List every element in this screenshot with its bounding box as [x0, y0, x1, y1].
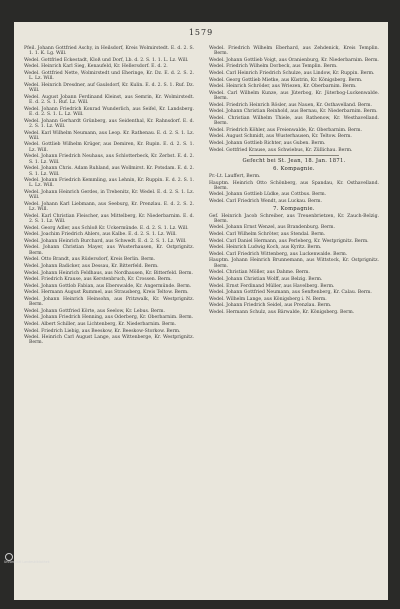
list-entry: Wedel. Johann Friedrich Seidel, aus Prenzlau. Berm.	[209, 303, 332, 309]
list-entry: Wedel. Johann Gerhardt Grünberg, aus Seidenthal, Kr. Rahnsdorf. E. d. 2. S. 1. Lz. Will.	[24, 118, 194, 129]
list-entry: Wedel. Hermann August Rummel, aus Strausberg, Kreis Teltow. Berm.	[24, 290, 189, 296]
list-entry: Hauptm. Heinrich Otto Schönberg, aus Spandau, Kr. Osthavelland. Berm.	[209, 180, 379, 191]
list-entry: Wedel. Johann Friedrich Neuhaus, aus Schlotterbeck, Kr. Zerbst. E. d. 2. S. 1. Lz. Will.	[24, 154, 194, 165]
list-entry: Wedel. Christian Wilhelm Thiele, aus Rathenow, Kr. Westhavelland. Berm.	[209, 115, 379, 127]
list-entry: Wedel. Carl Friedrich Wendt, aus Luckau. Berm.	[209, 198, 322, 204]
list-entry: Wedel. Johann Christian Wolff, aus Belzig. Berm.	[209, 276, 323, 282]
list-entry: Wedel. Johann Gottlieb Lüdke, aus Cottbus. Berm.	[209, 192, 327, 198]
list-entry: Wedel. Karl Christian Fleischer, aus Mittelberg, Kr. Niederbarnim. E. d. 2. S. 1. Lz. Will.	[24, 213, 194, 225]
list-entry: Wedel. Wilhelm Lange, aus Königsberg i. N. Berm.	[209, 296, 327, 302]
section-divider	[249, 155, 339, 156]
list-entry: Wedel. Johann Christian Mayer, aus Wusterhausen, Kr. Ostprignitz. Berm.	[24, 245, 194, 256]
list-entry: Pfeil. Johann Gottfried Aschy, in Heilsdorf, Kreis Wolmirstedt. E. d. 2. S. 1. 1. K. Lg. Will.	[24, 46, 194, 57]
section-7-entries	[209, 214, 379, 316]
list-entry: Wedel. Johann Heinrich Heinsohn, aus Pritzwalk, Kr. Westprignitz. Berm.	[24, 296, 194, 308]
list-entry: Wedel. Johann Chris. Adam Ruhland, aus Wollmirst. Kr. Potsdam. E. d. 2. S. 1. Lz. Will.	[24, 166, 194, 177]
list-entry: Wedel. Johann Gottlieb Richter, aus Guben. Berm.	[209, 141, 326, 147]
list-entry: Hauptm. Johann Heinrich Brunnemann, aus Wittstock, Kr. Ostprignitz. Berm.	[209, 258, 379, 269]
list-entry: Wedel. Heinrich Schröder, aus Wriezen, Kr. Oberbarnim. Berm.	[209, 84, 357, 90]
list-entry: Wedel. Johann Christian Reinhold, aus Bernau, Kr. Niederbarnim. Berm.	[209, 109, 378, 115]
list-entry: Wedel. Carl Daniel Hermann, aus Perleberg, Kr. Westprignitz. Berm.	[209, 238, 369, 244]
list-entry: Wedel. Johann Gottlob Fabian, aus Eberswalde, Kr. Angermünde. Berm.	[24, 283, 192, 289]
list-entry: Wedel. Carl Heinrich Friedrich Schulze, aus Lindow, Kr. Ruppin. Berm.	[209, 71, 375, 77]
list-entry: Wedel. Friedrich Krause, aus Kerstenbruch, Kr. Crossen. Berm.	[24, 277, 172, 283]
list-entry: Pr.-Lt. Lauffert, Berm.	[209, 173, 261, 179]
library-watermark: Universität Landesbibliothek	[4, 560, 50, 564]
list-entry: Wedel. Johann Badicker, aus Dessau, Kr. Bitterfeld. Berm.	[24, 263, 159, 269]
list-entry: Wedel. Georg Gottlieb Mietke, aus Küstrin, Kr. Königsberg. Berm.	[209, 77, 363, 83]
list-entry: Wedel. Carl Wilhelm Schröter, aus Stendal. Berm.	[209, 232, 326, 238]
section-heading-6-kompagnie: 6. Kompagnie.	[273, 165, 315, 172]
list-entry: Wedel. Johann Gottfried Neumann, aus Senftenberg, Kr. Calau. Berm.	[209, 290, 372, 296]
list-entry: Wedel. Johann Friedrich Konrad Wunderlich, aus Seifel, Kr. Landsberg. E. d. 2. S. 1. L. Lz. Will.	[24, 106, 194, 118]
list-entry: Gef. Heinrich Jacob Schreiber, aus Treuenbrietzen, Kr. Zauch-Belzig. Berm.	[209, 213, 379, 224]
list-entry: Wedel. Albert Schiller, aus Lichtenberg, Kr. Niederbarnim. Berm.	[24, 321, 177, 327]
right-column	[209, 46, 379, 316]
list-entry: Wedel. Johann Friedrich Kemmling, aus Lehnin, Kr. Ruppin. E. d. 2. S. 1. L. Lz. Will.	[24, 178, 194, 189]
list-entry: Wedel. Johann Friedrich Henning, aus Oderberg, Kr. Oberbarnim. Berm.	[24, 315, 194, 321]
list-entry: Wedel. Johann Gottlieb Voigt, aus Oranienburg, Kr. Niederbarnim. Berm.	[209, 57, 379, 63]
list-entry: Wedel. Johann Heinrich Feldhaus, aus Nordhausen, Kr. Bitterfeld. Berm.	[24, 270, 194, 276]
list-entry: Wedel. Carl Wilhelm Kunze, aus Jüterbog, Kr. Jüterbog-Luckenwalde. Berm.	[209, 90, 379, 102]
list-entry: Wedel. Otto Brandt, aus Rüdersdorf, Kreis Berlin. Berm.	[24, 257, 156, 263]
list-entry: Wedel. Joachim Friedrich Ahlers, aus Kalbe. E. d. 2. S. 1. Lz. Will.	[24, 232, 177, 238]
right-column-entries	[209, 46, 379, 153]
list-entry: Wedel. Friedrich Wilhelm Dorbeck, aus Templin. Berm.	[209, 64, 338, 70]
list-entry: Wedel. Johann Gottfried Körte, aus Seelow, Kr. Lebus. Berm.	[24, 308, 165, 314]
list-entry: Wedel. Heinrich Ludwig Koch, aus Kyritz. Berm.	[209, 245, 322, 251]
section-6-entries	[209, 174, 379, 204]
list-entry: Wedel. Karl Wilhelm Neumann, aus Leop. Kr. Rathenau. E. d. 2. S. 1. Lz. Will.	[24, 130, 194, 141]
list-entry: Wedel. Gottfried Nette, Wolmirstedt und Eheringe, Kr. Dz. E. d. 2. S. 2. L. Lz. Will.	[24, 71, 194, 82]
left-column	[24, 46, 194, 347]
list-entry: Wedel. Johann Karl Liebmann, aus Seeburg, Kr. Prenzlau. E. d. 2. S. 2. Lz. Will.	[24, 201, 194, 213]
list-entry: Wedel. Friedrich Köhler, aus Freienwalde, Kr. Oberbarnim. Berm.	[209, 127, 362, 133]
list-entry: Wedel. Gottfried Eckestadt, Kloß und Dorf, Lb. d. 2. S. 1. 1. L. Lz. Will.	[24, 57, 189, 63]
list-entry: Wedel. Ernst Ferdinand Müller, aus Havelberg. Berm.	[209, 283, 335, 289]
list-entry: Wedel. Friedrich Liebig, aus Beeskow, Kr. Beeskow-Storkow. Berm.	[24, 328, 181, 334]
list-entry: Wedel. Gottfried Krause, aus Schwiebus, Kr. Züllichau. Berm.	[209, 147, 353, 153]
list-entry: Wedel. Hermann Schulz, aus Bärwalde, Kr. Königsberg. Berm.	[209, 309, 355, 315]
list-entry: Wedel. Heinrich Carl August Lange, aus Wittenberge, Kr. Westprignitz. Berm.	[24, 335, 194, 346]
section-heading-7-kompagnie: 7. Kompagnie.	[273, 205, 315, 212]
list-entry: Wedel. Friedrich Heinrich Rösler, aus Nauen, Kr. Osthavelland. Berm.	[209, 102, 372, 108]
list-entry: Wedel. August Jobann Ferdinand Kleinst, aus Semrin, Kr. Wolmirstedt. E. d. 2. S. 1. Ruf. Lz. Will.	[24, 94, 194, 106]
list-entry: Wedel. Heinrich Karl Sieg, Kenaufeld, Kr. Hellersdorf. E. d. 2.	[24, 64, 168, 70]
list-entry: Wedel. Carl Friedrich Wittenberg, aus Luckenwalde. Berm.	[209, 251, 348, 257]
list-entry: Wedel. Christian Möller, aus Dahme. Berm.	[209, 270, 310, 276]
list-entry: Wedel. Johann Heinrich Gerdes, in Trebenitz, Kr. Wedel. E. d. 2. S. 1. Lz. Will.	[24, 189, 194, 201]
page-number: 1579	[188, 28, 214, 37]
section-date-line: Gefecht bei St. Jean, 18. Jan. 1871.	[242, 157, 346, 164]
list-entry: Wedel. August Schmidt, aus Wusterhausen, Kr. Teltow. Berm.	[209, 134, 352, 140]
list-entry: Wedel. Johann Heinrich Burchard, aus Schwedt. E. d. 2. S. 1. Lz. Will.	[24, 238, 187, 244]
list-entry: Wedel. Johann Ernst Wenzel, aus Brandenburg. Berm.	[209, 225, 335, 231]
document-page	[14, 22, 388, 600]
list-entry: Wedel. Friedrich Wilhelm Eberhard, aus Zehdenick, Kreis Templin. Berm.	[209, 46, 379, 57]
list-entry: Wedel. Georg Adler, aus Schloß Kr. Uckermünde. E. d. 2. S. 1. Lz. Will.	[24, 225, 189, 231]
list-entry: Wedel. Gottlieb Wilhelm Krüger, aus Demiren, Kr. Rupin. E. d. 2. S. 1. Lz. Will.	[24, 142, 194, 153]
list-entry: Wedel. Heinrich Dresdner, auf Gaulsdorf, Kr. Kulin. E. d. 2. S. 1. Ruf. Dz. Will.	[24, 82, 194, 94]
